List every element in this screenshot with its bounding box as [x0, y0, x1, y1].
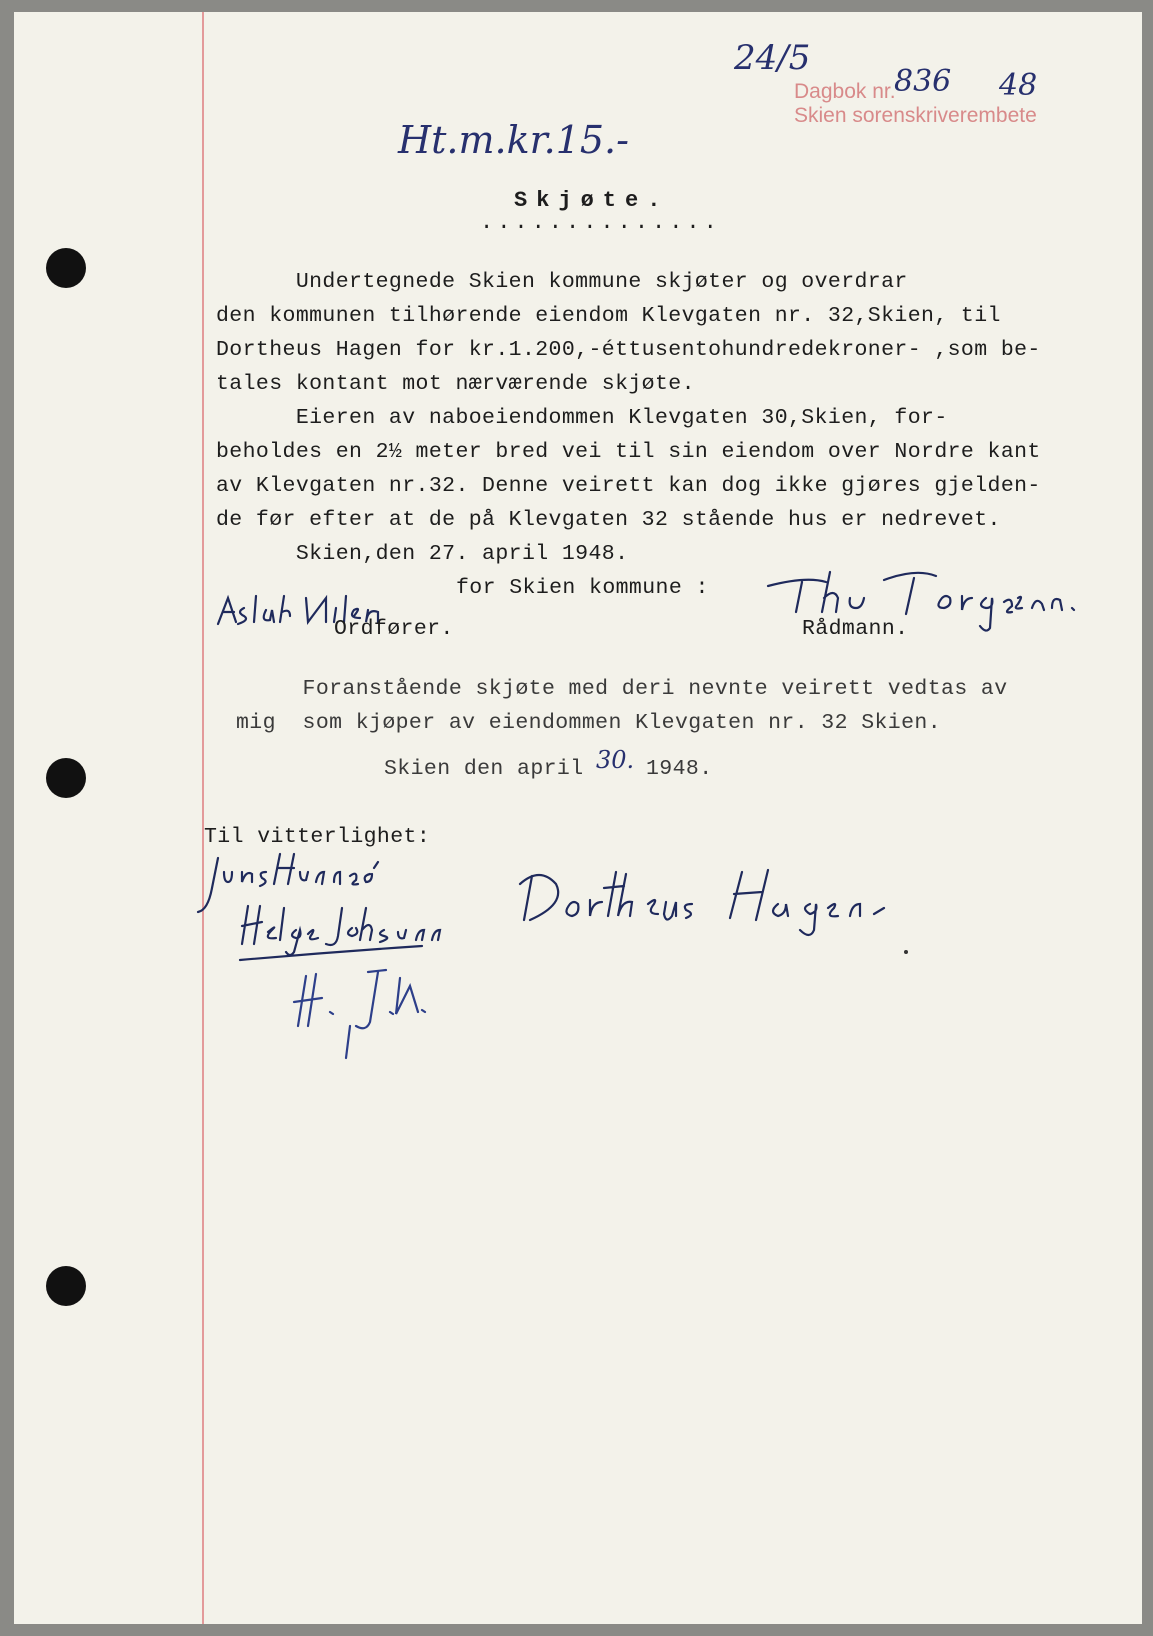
document-page	[14, 12, 1142, 1624]
red-margin-line	[202, 12, 204, 1624]
acceptance-line-2: mig som kjøper av eiendommen Klevgaten nr. 32 Skien.	[236, 711, 942, 735]
stamp-prefix: Dagbok nr.	[794, 80, 896, 103]
body-line-2: den kommunen tilhørende eiendom Klevgaten nr. 32,Skien, til	[216, 304, 1001, 328]
initials-handwritten-text	[290, 966, 294, 967]
body-line-6: beholdes en 2½ meter bred vei til sin eiendom over Nordre kant	[216, 440, 1041, 464]
body-line-8: de før efter at de på Klevgaten 32 stående hus er nedrevet.	[216, 508, 1001, 532]
acceptance-date-year: 1948.	[646, 757, 713, 781]
initials-handwritten	[290, 966, 430, 1066]
body-line-1: Undertegnede Skien kommune skjøter og overdrar	[216, 270, 908, 294]
acceptance-date-prefix: Skien den april	[384, 757, 584, 781]
witness-heading: Til vitterlighet:	[204, 825, 431, 849]
stamp-year: 48	[999, 68, 1038, 103]
body-line-5: Eieren av naboeiendommen Klevgaten 30,Skien, for-	[216, 406, 948, 430]
signature-witness-2-text	[232, 900, 239, 901]
acceptance-date-day: 30.	[596, 746, 635, 774]
handwritten-date: 24/5	[734, 38, 811, 78]
body-line-4: tales kontant mot nærværende skjøte.	[216, 372, 695, 396]
stamp-number: 836	[894, 64, 952, 99]
body-line-9: Skien,den 27. april 1948.	[216, 542, 629, 566]
diary-stamp-line1	[794, 80, 896, 104]
body-line-3: Dortheus Hagen for kr.1.200,-éttusentohundredekroner- ,som be-	[216, 338, 1041, 362]
punch-hole-top	[46, 248, 86, 288]
mayor-title: Ordfører.	[334, 617, 454, 641]
chief-administrator-title: Rådmann.	[802, 617, 909, 641]
acceptance-line-1: Foranstående skjøte med deri nevnte veirett vedtas av	[236, 677, 1008, 701]
signature-witness-1-text	[194, 848, 203, 849]
signature-buyer-text	[510, 864, 518, 865]
ink-dot	[904, 950, 908, 954]
signature-mayor-text	[214, 584, 220, 585]
signature-witness-2	[232, 900, 452, 970]
title-underline-dots: ..............	[480, 210, 721, 235]
punch-hole-bottom	[46, 1266, 86, 1306]
signature-buyer	[510, 864, 970, 944]
body-line-7: av Klevgaten nr.32. Denne veirett kan dog ikke gjøres gjelden-	[216, 474, 1041, 498]
handwritten-fee: Ht.m.kr.15.-	[398, 118, 629, 162]
punch-hole-middle	[46, 758, 86, 798]
for-municipality-line: for Skien kommune :	[456, 576, 709, 600]
document-title: Skjøte.	[514, 188, 670, 213]
signature-chief-administrator-text	[766, 568, 773, 569]
diary-stamp-line2: Skien sorenskriverembete	[794, 104, 1037, 127]
